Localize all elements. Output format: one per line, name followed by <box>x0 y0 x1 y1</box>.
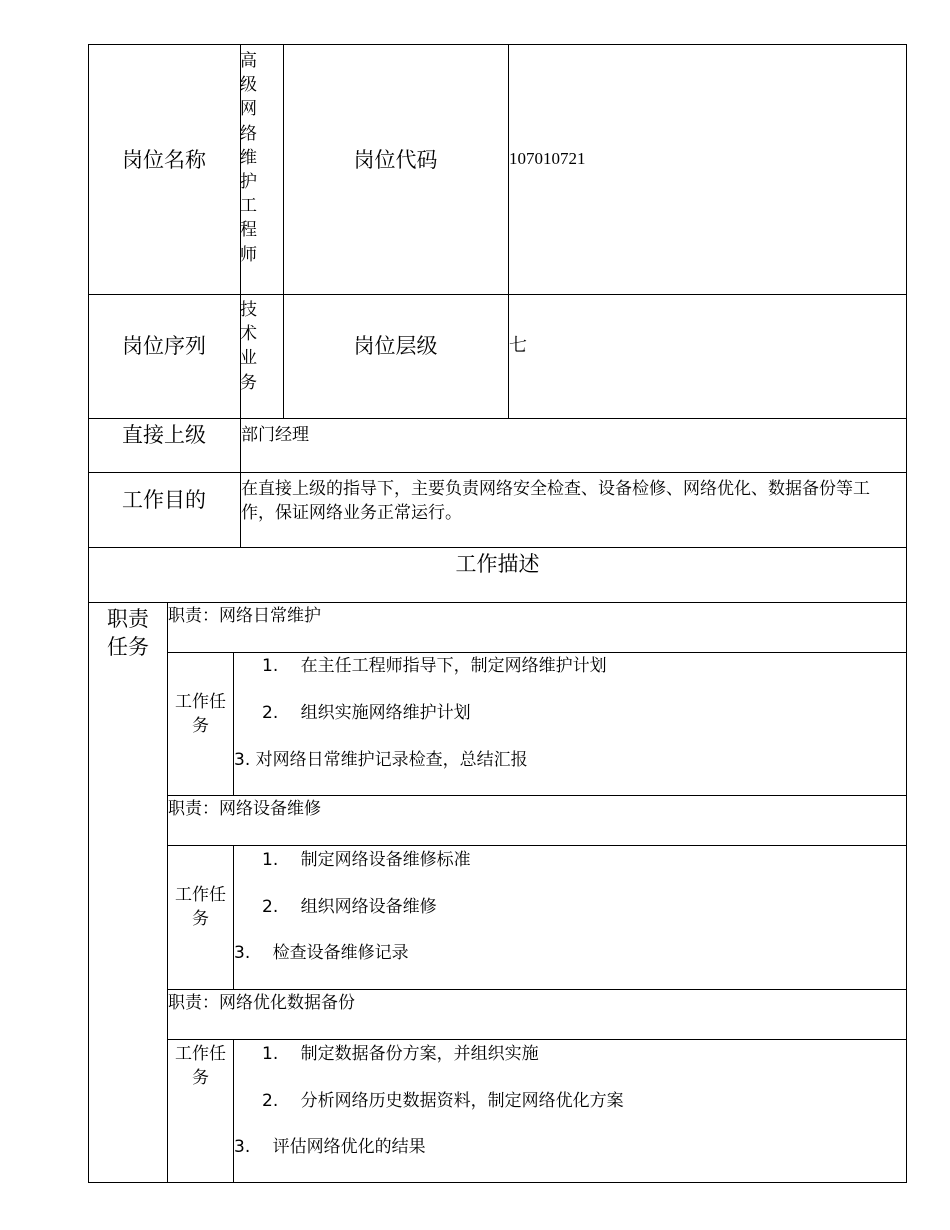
position-series-label: 岗位序列 <box>122 334 206 358</box>
row-divider <box>88 602 907 603</box>
column-divider <box>233 1039 234 1183</box>
position-name-value: 高级网络维护工程师 <box>240 51 257 265</box>
task-item: 1. 制定网络设备维修标准 <box>262 850 471 870</box>
duty-title: 职责：网络优化数据备份 <box>168 993 355 1013</box>
task-item: 2. 分析网络历史数据资料，制定网络优化方案 <box>262 1091 624 1111</box>
table-border-right <box>906 44 907 1183</box>
duty-title: 职责：网络设备维修 <box>168 799 321 819</box>
row-divider <box>167 795 907 796</box>
task-item: 1. 制定数据备份方案，并组织实施 <box>262 1044 539 1064</box>
column-divider <box>233 845 234 990</box>
task-item: 3. 检查设备维修记录 <box>234 943 409 963</box>
position-code-value: 107010721 <box>509 149 586 168</box>
task-item: 3. 对网络日常维护记录检查，总结汇报 <box>234 750 528 770</box>
row-divider <box>88 472 907 473</box>
row-divider <box>167 989 907 990</box>
task-item: 2. 组织实施网络维护计划 <box>262 703 471 723</box>
column-divider <box>233 652 234 796</box>
position-name-label: 岗位名称 <box>122 148 206 172</box>
task-item: 2. 组织网络设备维修 <box>262 897 437 917</box>
position-level-label: 岗位层级 <box>353 334 438 358</box>
row-divider <box>88 418 907 419</box>
row-divider <box>167 845 907 846</box>
task-label: 工作任务 <box>175 692 226 736</box>
supervisor-value: 部门经理 <box>241 425 309 445</box>
supervisor-label: 直接上级 <box>122 423 206 447</box>
position-series-value: 技术业务 <box>240 300 257 393</box>
table-border-top <box>88 44 907 45</box>
position-level-value: 七 <box>509 335 527 356</box>
table-border-bottom <box>88 1182 907 1183</box>
task-item: 1. 在主任工程师指导下，制定网络维护计划 <box>262 656 607 676</box>
task-label: 工作任务 <box>175 1044 226 1088</box>
duty-title: 职责：网络日常维护 <box>168 606 321 626</box>
purpose-value: 在直接上级的指导下，主要负责网络安全检查、设备检修、网络优化、数据备份等工作，保证网络业务正常运行。 <box>241 479 870 523</box>
row-divider <box>88 547 907 548</box>
duties-label: 职责任务 <box>107 607 149 659</box>
row-divider <box>88 294 907 295</box>
position-code-label: 岗位代码 <box>353 148 438 172</box>
row-divider <box>167 652 907 653</box>
row-divider <box>167 1039 907 1040</box>
table-border-left <box>88 44 89 1183</box>
column-divider <box>508 44 509 419</box>
column-divider <box>283 44 284 419</box>
task-item: 3. 评估网络优化的结果 <box>234 1137 426 1157</box>
purpose-label: 工作目的 <box>122 488 206 512</box>
work-description-title: 工作描述 <box>455 552 540 576</box>
task-label: 工作任务 <box>175 885 226 929</box>
